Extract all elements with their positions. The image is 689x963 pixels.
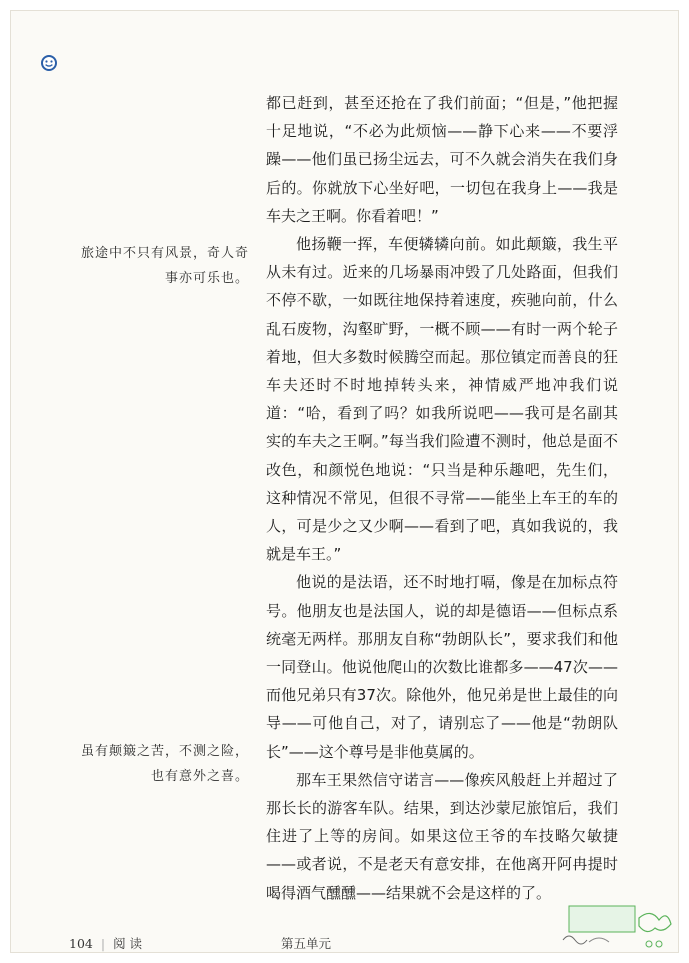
paragraph: 都已赶到，甚至还抢在了我们前面；“但是，”他把握十足地说，“不必为此烦恼——静下心来——不要浮躁——他们虽已扬尘远去，可不久就会消失在我们身后的。你就放下心坐好吧，一切包在我身上——我是车夫之王啊。你看着吧！” [266,94,618,225]
footer-divider: | [100,936,106,951]
page-number: 104 [69,936,93,951]
page [10,10,679,953]
section-label: 阅 读 [113,936,143,951]
paragraph: 那车王果然信守诺言——像疾风般赶上并超过了那长长的游客车队。结果，到达沙蒙尼旅馆后，我们住进了上等的房间。如果这位王爷的车技略欠敏捷——或者说，不是老天有意安排，在他离开阿冉提时喝得酒气醺醺——结果就不会是这样的了。 [266,770,618,902]
page-footer [69,934,142,952]
paragraph: 他扬鞭一挥，车便辚辚向前。如此颠簸，我生平从未有过。近来的几场暴雨冲毁了几处路面，但我们不停不歇，一如既往地保持着速度，疾驰向前，什么乱石废物，沟壑旷野，一概不顾——有时一两个轮子着地，但大多数时候腾空而起。那位镇定而善良的狂车夫还时不时地掉转头来，神情威严地冲我们说道：“哈，看到了吗？如我所说吧——我可是名副其实的车夫之王啊。”每当我们险遭不测时，他总是面不改色，和颜悦色地说：“只当是种乐趣吧，先生们，这种情况不常见，但很不寻常——能坐上车王的车的人，可是少之又少啊——看到了吧，真如我说的，我就是车王。” [266,235,618,564]
margin-annotation: 虽有颠簸之苦，不测之险，也有意外之喜。 [80,744,249,784]
main-text [266,89,618,907]
smiley-icon [41,55,57,71]
paragraph: 他说的是法语，还不时地打嗝，像是在加标点符号。他朋友也是法国人，说的却是德语——但标点系统毫无两样。那朋友自称“勃朗队长”，要求我们和他一同登山。他说他爬山的次数比谁都多——47次——而他兄弟只有37次。除他外，他兄弟是世上最佳的向导——可他自己，对了，请别忘了——他是“勃朗队长”——这个尊号是非他莫属的。 [266,573,618,761]
watermark-stamp [559,904,674,952]
margin-annotation: 旅途中不只有风景，奇人奇事亦可乐也。 [80,246,249,286]
stamp-graphic [559,904,674,952]
unit-label: 第五单元 [281,936,332,951]
